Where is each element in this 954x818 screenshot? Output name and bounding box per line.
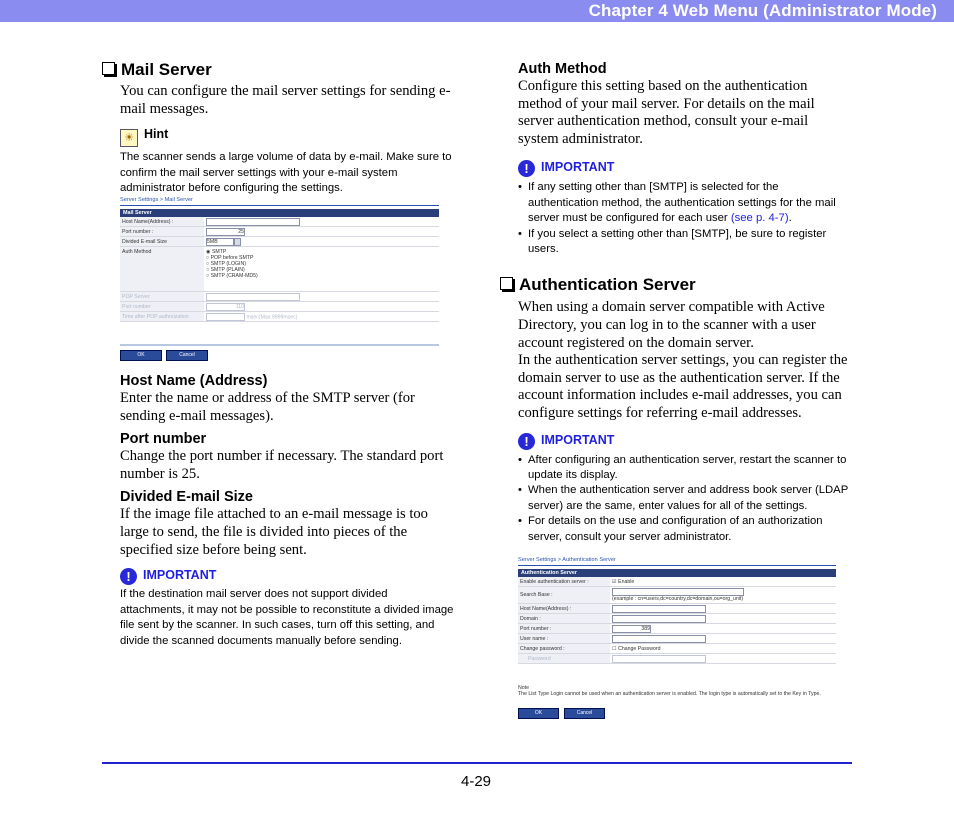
table-row [518, 587, 836, 604]
bullet-text: If any setting other than [SMTP] is selected for the authentication method, the authentication settings for the mail server must be configured for each user [528, 181, 836, 225]
row-label: Port number [120, 302, 204, 312]
table-row [120, 292, 439, 302]
row-label: Enable authentication server : [518, 577, 610, 587]
page-number: 4-29 [461, 773, 492, 790]
port-input[interactable] [206, 228, 245, 236]
row-label: Host Name(Address) : [120, 217, 204, 227]
lightbulb-icon: ☀ [120, 129, 138, 147]
row-label: POP Server [120, 292, 204, 302]
auth-server-title: Authentication Server [519, 275, 696, 295]
important-header [120, 566, 454, 585]
table-row [518, 614, 836, 624]
breadcrumb: Server Settings > Authentication Server [518, 557, 616, 563]
port-value: 389 [641, 625, 650, 632]
important-list [518, 453, 852, 545]
important-list [518, 180, 852, 257]
table-row [120, 302, 439, 312]
row-value [610, 604, 836, 614]
row-value [204, 312, 439, 322]
breadcrumb: Server Settings > Mail Server [120, 197, 193, 203]
host-name-input[interactable] [206, 218, 300, 226]
ok-button[interactable]: OK [120, 350, 162, 361]
mail-settings-table [120, 217, 439, 322]
auth-options [204, 247, 439, 292]
auth-method-heading: Auth Method [518, 61, 607, 77]
important-text: If the destination mail server does not support divided attachments, it may not be possible to reconstitute a divided image file sent by the scanner. In such cases, turn off this setting, and divide the scanned documents manually before sending. [120, 588, 454, 647]
row-label: User name : [518, 634, 610, 644]
hint-text: The scanner sends a large volume of data by e-mail. Make sure to confirm the mail server settings with your e-mail system administrator before configuring the settings. [120, 151, 452, 195]
list-item [518, 180, 852, 226]
auth-server-screenshot [518, 557, 836, 722]
pop-time-input [206, 313, 245, 321]
enable-label: Enable [618, 578, 635, 585]
option-label: SMTP (CRAM-MD5) [210, 273, 258, 279]
list-item: • After configuring an authentication server, restart the scanner to update its display. [518, 453, 852, 484]
option-label: SMTP (PLAIN) [210, 267, 245, 273]
table-row [120, 217, 439, 227]
row-value [610, 614, 836, 624]
note-text: The List Type Login cannot be used when an authentication server is enabled. The login type is automatically set to the Key in Type. [518, 691, 821, 697]
important-label: IMPORTANT [143, 568, 217, 583]
table-row [518, 624, 836, 634]
divided-size-heading: Divided E-mail Size [120, 489, 253, 506]
row-value [204, 292, 439, 302]
panel-title: Mail Server [120, 209, 439, 217]
search-base-input[interactable] [612, 588, 744, 596]
mail-server-title: Mail Server [121, 60, 212, 79]
pop-server-input [206, 293, 300, 301]
list-item: • If you select a setting other than [SMTP], be sure to register users. [518, 227, 852, 258]
radio-smtp-plain[interactable]: ○ SMTP (PLAIN) [206, 267, 245, 273]
radio-smtp[interactable]: ◉ SMTP [206, 249, 227, 255]
row-value [610, 644, 836, 654]
important-label: IMPORTANT [541, 160, 615, 175]
row-value [610, 634, 836, 644]
enable-checkbox[interactable]: ☑ [612, 578, 617, 585]
auth-server-p1: When using a domain server compatible with Active Directory, you can log in to the scanner with a user account registered on the domain server. [518, 299, 825, 351]
host-name-heading: Host Name (Address) [120, 373, 268, 389]
port-value: 25 [238, 228, 244, 235]
table-row [120, 237, 439, 247]
row-label: Password [518, 654, 610, 664]
password-input [612, 655, 706, 663]
size-value: 5MB [207, 238, 218, 245]
port-number-text: Change the port number if necessary. The standard port number is 25. [120, 448, 444, 482]
change-password-label: Change Password [618, 645, 661, 652]
row-value [204, 237, 439, 247]
auth-settings-table [518, 577, 836, 664]
divided-size-text: If the image file attached to an e-mail message is too large to send, the file is divided into pieces of the specified size before being sent. [120, 506, 428, 558]
important-block [518, 431, 852, 545]
panel-title: Authentication Server [518, 569, 836, 577]
table-row [120, 312, 439, 322]
pop-port-input [206, 303, 245, 311]
note-block [518, 685, 836, 697]
table-row [120, 247, 439, 292]
table-row [518, 644, 836, 654]
right-column [518, 60, 852, 545]
chevron-down-icon[interactable] [234, 238, 241, 246]
row-value [610, 624, 836, 634]
auth-method-text: Configure this setting based on the authentication method of your mail server. For details on the mail server authentication method, consult your e-mail system administrator. [518, 78, 815, 147]
footer-rule [102, 762, 852, 764]
table-row [518, 604, 836, 614]
row-label: Change password : [518, 644, 610, 654]
hint-block [120, 125, 452, 197]
left-column [102, 60, 452, 197]
radio-smtp-login[interactable]: ○ SMTP (LOGIN) [206, 261, 246, 267]
host-name-text: Enter the name or address of the SMTP server (for sending e-mail messages). [120, 390, 415, 424]
search-example: (example : cn=users,dc=country,dc=domain,ou=org_unit) [612, 596, 744, 602]
option-label: SMTP [211, 249, 227, 255]
port-input[interactable] [612, 625, 651, 633]
cancel-button[interactable]: Cancel [166, 350, 208, 361]
row-value [204, 302, 439, 312]
mail-server-screenshot [120, 197, 439, 365]
row-value [204, 227, 439, 237]
option-label: SMTP (LOGIN) [210, 261, 246, 267]
divider [120, 344, 439, 346]
row-label: Domain : [518, 614, 610, 624]
important-block [518, 158, 852, 257]
auth-server-heading [500, 275, 852, 295]
mail-server-heading [102, 60, 452, 80]
row-label: Port number : [120, 227, 204, 237]
option-label: POP before SMTP [210, 255, 254, 261]
note-title: Note [518, 685, 529, 691]
bullet-text-end: . [788, 212, 792, 225]
list-item: • When the authentication server and address book server (LDAP server) are the same, enter values for all of the settings. [518, 483, 852, 514]
row-label: Time after POP authorization [120, 312, 204, 322]
exclamation-icon: ! [120, 568, 137, 585]
port-number-heading: Port number [120, 431, 207, 448]
left-column-lower [120, 372, 454, 649]
size-select[interactable] [206, 238, 234, 246]
radio-smtp-cram-md5[interactable]: ○ SMTP (CRAM-MD5) [206, 273, 258, 279]
table-row [518, 634, 836, 644]
exclamation-icon: ! [518, 433, 535, 450]
table-row [518, 654, 836, 664]
checkbox-square-icon [500, 277, 513, 290]
mail-server-intro: You can configure the mail server settings for sending e-mail messages. [120, 83, 451, 117]
checkbox-square-icon [102, 62, 115, 75]
row-label: Port number : [518, 624, 610, 634]
hint-label: Hint [144, 127, 169, 142]
auth-server-p2: In the authentication server settings, you can register the domain server to use as the authentication server. If the account information includes e-mail addresses, you can configure settings for referring e-mail addresses. [518, 352, 848, 421]
divider [518, 565, 836, 566]
time-unit: msec(Max:9999msec) [246, 313, 298, 320]
change-password-checkbox[interactable]: ☐ [612, 645, 617, 652]
user-name-input[interactable] [612, 635, 706, 643]
table-row [120, 227, 439, 237]
row-label: Host Name(Address) : [518, 604, 610, 614]
domain-input[interactable] [612, 615, 706, 623]
row-value [610, 654, 836, 664]
list-item: • For details on the use and configuration of an authorization server, consult your server administrator. [518, 514, 852, 545]
important-label: IMPORTANT [541, 432, 615, 447]
row-label: Search Base : [518, 587, 610, 604]
important-block [120, 566, 454, 649]
row-label: Divided E-mail Size [120, 237, 204, 247]
ok-button[interactable]: OK [518, 708, 559, 719]
divider [120, 205, 439, 206]
cancel-button[interactable]: Cancel [564, 708, 605, 719]
important-header [518, 158, 852, 177]
row-value [610, 587, 836, 604]
important-header [518, 431, 852, 450]
chapter-header [0, 0, 954, 22]
row-value [610, 577, 836, 587]
chapter-title: Chapter 4 Web Menu (Administrator Mode) [588, 1, 937, 20]
host-name-input[interactable] [612, 605, 706, 613]
exclamation-icon: ! [518, 160, 535, 177]
row-value [204, 217, 439, 227]
hint-header [120, 125, 452, 147]
radio-pop-before-smtp[interactable]: ○ POP before SMTP [206, 255, 254, 261]
pop-port-value: 110 [235, 303, 244, 310]
page-link[interactable]: (see p. 4-7) [730, 212, 789, 225]
table-row [518, 577, 836, 587]
row-label: Auth Method [120, 247, 204, 292]
